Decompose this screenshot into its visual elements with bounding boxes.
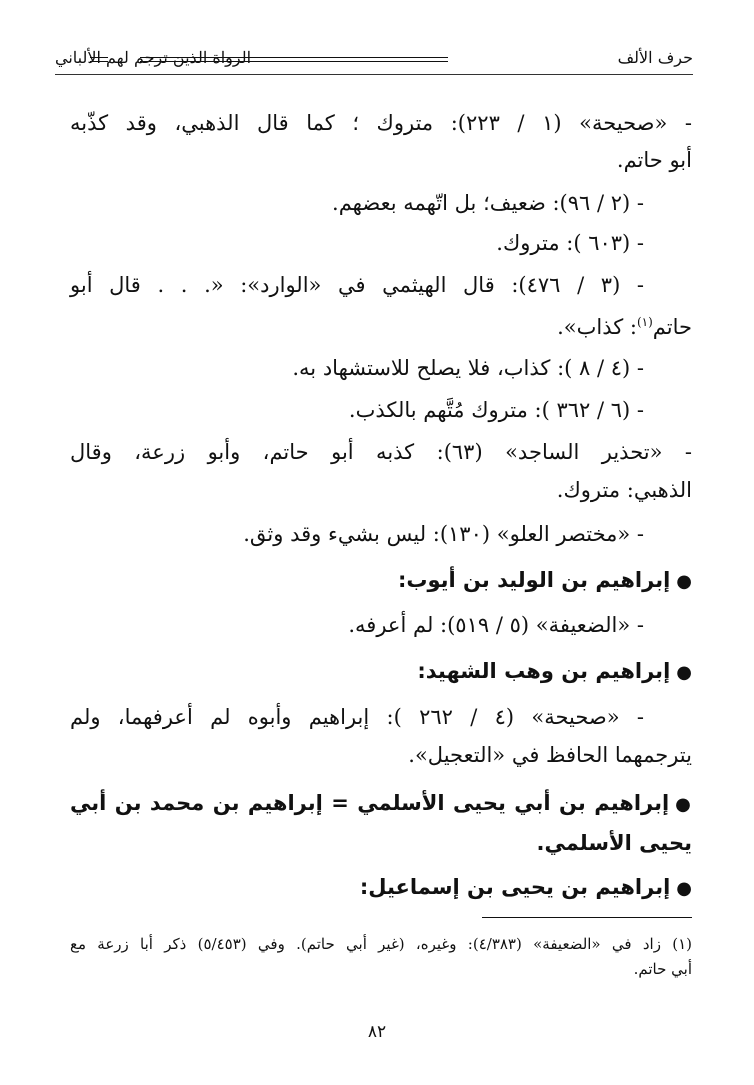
- bullet-icon: ●: [676, 571, 692, 592]
- text-line: - (٤ / ٨ ): كذاب، فلا يصلح للاستشهاد به.: [292, 356, 644, 380]
- footnote-line: (١) زاد في «الضعيفة» (٤/٣٨٣): وغيره، (غير أبي حاتم). وفي (٥/٤٥٣) ذكر أبا زرعة مع: [70, 935, 692, 953]
- narrator-heading: [398, 565, 692, 597]
- text-line: - (٦٠٣ ): متروك.: [496, 231, 644, 255]
- text-line: أبو حاتم.: [616, 148, 692, 172]
- text-line: - «مختصر العلو» (١٣٠): ليس بشيء وقد وثق.: [243, 522, 644, 546]
- text-line: يترجمهما الحافظ في «التعجيل».: [408, 743, 692, 767]
- narrator-heading: [360, 872, 692, 904]
- heading-text: إبراهيم بن أبي يحيى الأسلمي = إبراهيم بن محمد بن أبي: [70, 791, 670, 815]
- header-rule: [55, 74, 693, 75]
- footnote-line: أبي حاتم.: [633, 960, 692, 978]
- text-fragment: حاتم: [652, 315, 692, 339]
- bullet-icon: ●: [676, 662, 692, 683]
- footnote-ref: (١): [636, 315, 653, 329]
- narrator-heading: [417, 656, 692, 688]
- text-line: - «صحيحة» (٤ / ٢٦٢ ): إبراهيم وأبوه لم أعرفهما، ولم: [70, 705, 644, 729]
- heading-text: إبراهيم بن الوليد بن أيوب:: [397, 568, 671, 592]
- footnote-rule: [482, 917, 692, 918]
- text-line: - «تحذير الساجد» (٦٣): كذبه أبو حاتم، وأبو زرعة، وقال: [70, 440, 692, 464]
- heading-text: إبراهيم بن يحيى بن إسماعيل:: [359, 875, 671, 899]
- text-fragment: : كذاب».: [557, 315, 637, 339]
- text-line: - (٢ / ٩٦): ضعيف؛ بل اتّهمه بعضهم.: [332, 191, 644, 215]
- text-line: - (٣ / ٤٧٦): قال الهيثمي في «الوارد»: «. . . قال أبو: [70, 273, 644, 297]
- text-line: الذهبي: متروك.: [556, 478, 692, 502]
- text-line: [557, 307, 692, 342]
- page-number: ٨٢: [367, 1022, 387, 1042]
- text-line: - «صحيحة» (١ / ٢٢٣): متروك ؛ كما قال الذهبي، وقد كذّبه: [70, 111, 692, 135]
- heading-text: إبراهيم بن وهب الشهيد:: [417, 659, 671, 683]
- bullet-icon: ●: [676, 878, 692, 899]
- narrator-heading-cont: يحيى الأسلمي.: [536, 831, 692, 855]
- header-book-title: الرواة الذين ترجم لهم الألباني: [55, 48, 252, 67]
- header-chapter: حرف الألف: [617, 48, 693, 67]
- text-line: - «الضعيفة» (٥ / ٥١٩): لم أعرفه.: [348, 613, 644, 637]
- narrator-heading: [70, 788, 692, 820]
- text-line: - (٦ / ٣٦٢ ): متروك مُتَّهم بالكذب.: [348, 398, 644, 422]
- bullet-icon: ●: [675, 794, 692, 815]
- running-header: [55, 46, 693, 76]
